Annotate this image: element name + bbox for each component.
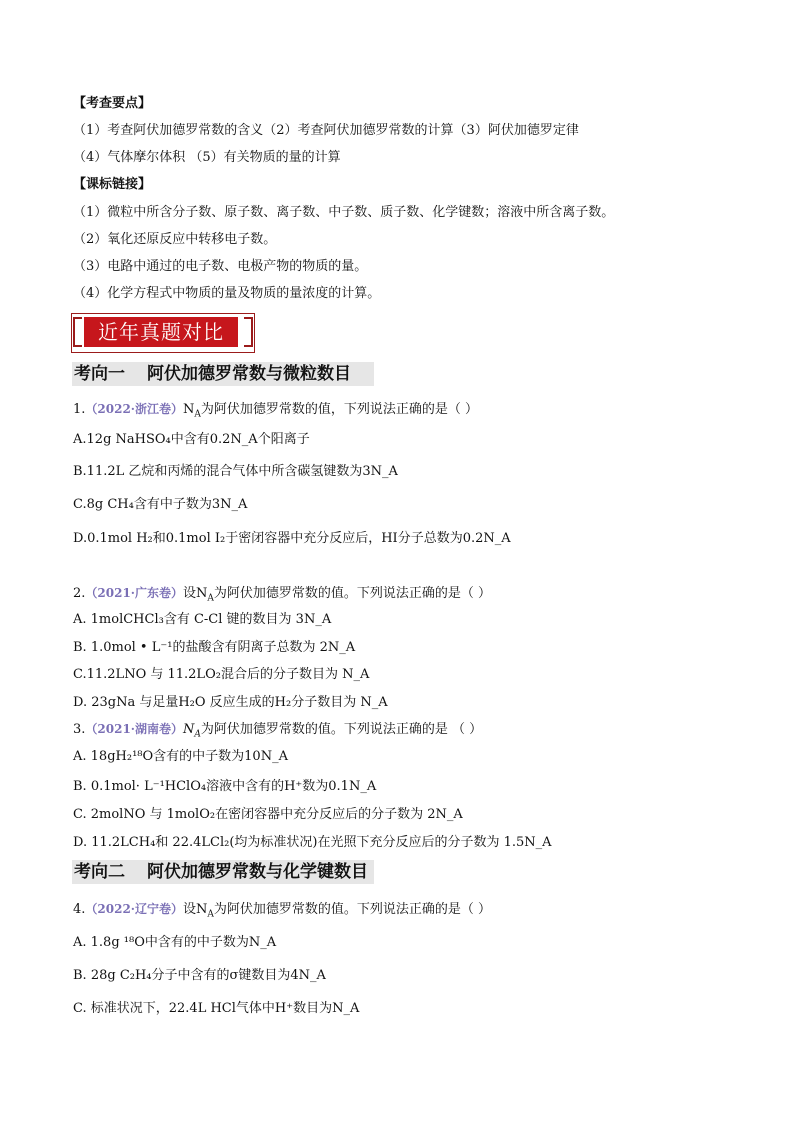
question-number: 4. bbox=[73, 902, 86, 917]
key-points-heading: 【考查要点】 bbox=[73, 96, 152, 111]
option-b: B. 28g C₂H₄分子中含有的σ键数目为4N_A bbox=[73, 968, 326, 983]
option-c: C.11.2LNO 与 11.2LO₂混合后的分子数目为 N_A bbox=[73, 667, 370, 682]
question-stem: 4.（2022·辽宁卷）设$N_A$为阿伏加德罗常数的值。下列说法正确的是（ ） bbox=[73, 902, 492, 920]
section-heading bbox=[72, 860, 374, 884]
section-heading bbox=[72, 362, 374, 386]
option-a: A. 1molCHCl₃含有 C-Cl 键的数目为 3N_A bbox=[73, 612, 332, 627]
standard-link-heading: 【课标链接】 bbox=[73, 177, 152, 192]
standard-item: （3）电路中通过的电子数、电极产物的物质的量。 bbox=[73, 259, 368, 274]
option-d: D.0.1mol H₂和0.1mol I₂于密闭容器中充分反应后，HI分子总数为0.2N_A bbox=[73, 531, 511, 546]
question-stem: 3.（2021·湖南卷）$N_A$为阿伏加德罗常数的值。下列说法正确的是 （ ） bbox=[73, 722, 483, 740]
key-points-line-2: （4）气体摩尔体积 （5）有关物质的量的计算 bbox=[73, 150, 341, 165]
option-c: C.8g CH₄含有中子数为3N_A bbox=[73, 497, 248, 512]
standard-item: （2）氧化还原反应中转移电子数。 bbox=[73, 232, 277, 247]
question-number: 3. bbox=[73, 722, 86, 737]
question-source: （2022·浙江卷） bbox=[85, 402, 183, 416]
question-stem: 2.（2021·广东卷）设$N_A$为阿伏加德罗常数的值。下列说法正确的是（ ） bbox=[73, 586, 492, 604]
banner-title: 近年真题对比 bbox=[84, 317, 238, 347]
question-source: （2022·辽宁卷） bbox=[85, 902, 183, 916]
option-b: B. 1.0mol • L⁻¹的盐酸含有阴离子总数为 2N_A bbox=[73, 640, 356, 655]
option-c: C. 标准状况下，22.4L HCl气体中H⁺数目为N_A bbox=[73, 1001, 360, 1016]
option-b: B. 0.1mol· L⁻¹HClO₄溶液中含有的H⁺数为0.1N_A bbox=[73, 779, 377, 794]
option-c: C. 2molNO 与 1molO₂在密闭容器中充分反应后的分子数为 2N_A bbox=[73, 807, 463, 822]
banner-ornament-right bbox=[244, 317, 253, 347]
option-d: D. 11.2LCH₄和 22.4LCl₂(均为标准状况)在光照下充分反应后的分子数为 1.5N_A bbox=[73, 835, 552, 850]
banner-ornament-left bbox=[73, 317, 82, 347]
key-points-line-1: （1）考查阿伏加德罗常数的含义（2）考查阿伏加德罗常数的计算（3）阿伏加德罗定律 bbox=[73, 123, 579, 138]
section-title: 阿伏加德罗常数与化学键数目 bbox=[147, 862, 368, 882]
section-label: 考向二 bbox=[74, 862, 125, 882]
standard-item: （1）微粒中所含分子数、原子数、离子数、中子数、质子数、化学键数；溶液中所含离子数。 bbox=[73, 205, 615, 220]
option-d: D. 23gNa 与足量H₂O 反应生成的H₂分子数目为 N_A bbox=[73, 695, 388, 710]
option-a: A. 1.8g ¹⁸O中含有的中子数为N_A bbox=[73, 935, 277, 950]
option-b: B.11.2L 乙烷和丙烯的混合气体中所含碳氢键数为3N_A bbox=[73, 464, 398, 479]
question-source: （2021·广东卷） bbox=[85, 586, 183, 600]
option-a: A. 18gH₂¹⁸O含有的中子数为10N_A bbox=[73, 749, 288, 764]
question-number: 2. bbox=[73, 586, 86, 601]
standard-item: （4）化学方程式中物质的量及物质的量浓度的计算。 bbox=[73, 286, 381, 301]
option-a: A.12g NaHSO₄中含有0.2N_A个阳离子 bbox=[73, 432, 310, 447]
section-title: 阿伏加德罗常数与微粒数目 bbox=[147, 364, 351, 384]
question-number: 1. bbox=[73, 402, 86, 417]
question-stem: 1.（2022·浙江卷）$N_A$为阿伏加德罗常数的值，下列说法正确的是（ ） bbox=[73, 402, 478, 420]
section-label: 考向一 bbox=[74, 364, 125, 384]
section-banner bbox=[71, 313, 255, 353]
question-source: （2021·湖南卷） bbox=[85, 722, 183, 736]
